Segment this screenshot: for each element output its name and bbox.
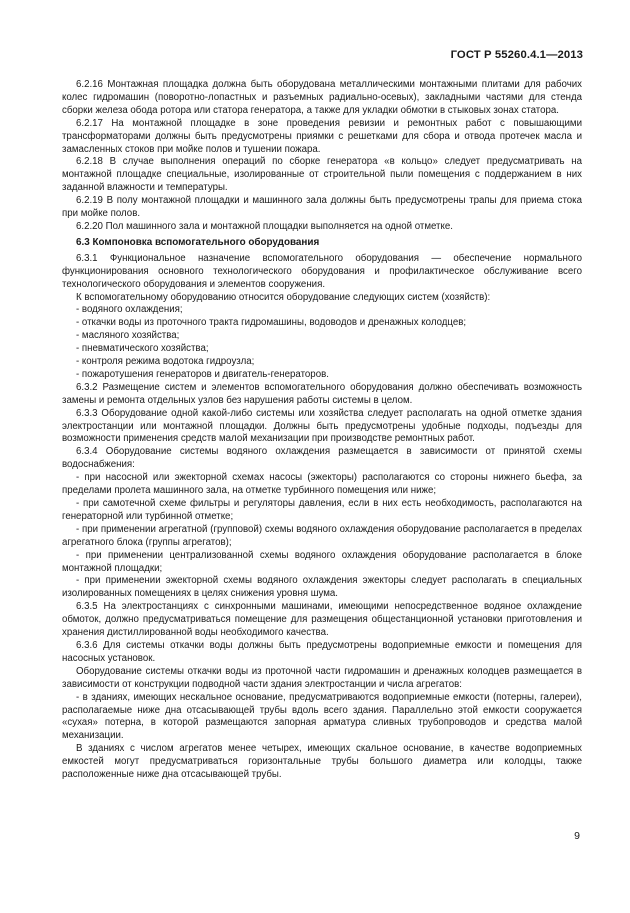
list-item: - водяного охлаждения;	[76, 304, 183, 316]
list-item: - при применении агрегатной (групповой) схемы водяного охлаждения оборудование располагается в пределах агрегатного блока (группы агрегатов);	[62, 523, 582, 548]
list-item: - в зданиях, имеющих нескальное основание, предусматриваются водоприемные емкости (потерны, галереи), располагаемые ниже дна отсасывающей трубы вдоль всего здания. Параллельно этой емкости сооружается «сухая» потерна, в которой размещаются запорная арматура сливных трубопроводов и средства малой механизации.	[62, 691, 582, 742]
document-body	[62, 79, 582, 782]
list-item: - при применении эжекторной схемы водяного охлаждения эжекторы следует располагать в специальных изолированных помещениях в целях снижения уровня шума.	[62, 575, 582, 600]
paragraph: Оборудование системы откачки воды из проточной части гидромашин и дренажных колодцев размещается в зависимости от конструкции подводной части здания электростанции и числа агрегатов:	[62, 665, 582, 690]
paragraph: 6.3.3 Оборудование одной какой-либо системы или хозяйства следует располагать на одной отметке здания электростанции или монтажной площадки. Должны быть предусмотрены удобные подходы, подъезды для возможности применения средств малой механизации при производстве ремонтных работ.	[62, 407, 582, 445]
list-item: - при насосной или эжекторной схемах насосы (эжекторы) располагаются со стороны нижнего бьефа, за пределами пролета машинного зала, на отметке турбинного помещения или ниже;	[62, 472, 582, 497]
paragraph: В зданиях с числом агрегатов менее четырех, имеющих скальное основание, в качестве водоприемных емкостей могут предусматриваться горизонтальные трубы большого диаметра или колодцы, также расположенные ниже дна отсасывающей трубы.	[62, 743, 582, 781]
list-item: - откачки воды из проточного тракта гидромашины, водоводов и дренажных колодцев;	[76, 317, 467, 329]
list-item: - масляного хозяйства;	[76, 330, 180, 342]
paragraph: 6.3.2 Размещение систем и элементов вспомогательного оборудования должно обеспечивать возможность замены и ремонта отдельных узлов без нарушения работы системы в целом.	[62, 381, 582, 406]
document-id-header: ГОСТ Р 55260.4.1—2013	[450, 49, 583, 61]
paragraph: К вспомогательному оборудованию относится оборудование следующих систем (хозяйств):	[76, 291, 491, 303]
paragraph: 6.2.18 В случае выполнения операций по сборке генератора «в кольцо» следует предусматривать на монтажной площадке специальные, изолированные от строительной пыли помещения с поддержанием в них заданной влажности и температуры.	[62, 156, 582, 194]
page-number: 9	[574, 830, 580, 842]
paragraph: 6.3.6 Для системы откачки воды должны быть предусмотрены водоприемные емкости и помещения для насосных установок.	[62, 639, 582, 664]
paragraph: 6.2.16 Монтажная площадка должна быть оборудована металлическими монтажными плитами для рабочих колес гидромашин (поворотно-лопастных и разъемных радиально-осевых), закладными частями для стенда сборки железа обода ротора или статора генератора, а также для укладки обмотки в стыковых зонах статора.	[62, 79, 582, 116]
paragraph: 6.3.1 Функциональное назначение вспомогательного оборудования — обеспечение нормального функционирования основного технологического оборудования и профилактическое обслуживание всего технологического оборудования и элементов сооружения.	[62, 252, 582, 290]
paragraph: 6.2.17 На монтажной площадке в зоне проведения ревизии и ремонтных работ с повышающими трансформаторами должны быть предусмотрены приямки с решетками для сбора и отвода протечек масла и замасленных стоков при мойке полов и тушении пожара.	[62, 117, 582, 155]
paragraph: 6.3.4 Оборудование системы водяного охлаждения размещается в зависимости от принятой схемы водоснабжения:	[62, 446, 582, 471]
list-item: - пожаротушения генераторов и двигатель-генераторов.	[76, 368, 329, 380]
list-item: - пневматического хозяйства;	[76, 343, 209, 355]
list-item: - при самотечной схеме фильтры и регуляторы давления, если в них есть необходимость, располагаются на генераторной или турбинной отметке;	[62, 498, 582, 522]
paragraph: 6.2.20 Пол машинного зала и монтажной площадки выполняется на одной отметке.	[76, 220, 453, 232]
list-item: - контроля режима водотока гидроузла;	[76, 356, 255, 368]
list-item: - при применении централизованной схемы водяного охлаждения оборудование располагается в блоке монтажной площадки;	[62, 549, 582, 574]
section-heading: 6.3 Компоновка вспомогательного оборудования	[76, 236, 320, 248]
paragraph: 6.3.5 На электростанциях с синхронными машинами, имеющими непосредственное водяное охлаждение обмоток, должно предусматриваться помещение для размещения общестанционной установки приготовления и хранения дистиллированной воды необходимого качества.	[62, 601, 582, 639]
paragraph: 6.2.19 В полу монтажной площадки и машинного зала должны быть предусмотрены трапы для приема стока при мойке полов.	[62, 195, 582, 220]
